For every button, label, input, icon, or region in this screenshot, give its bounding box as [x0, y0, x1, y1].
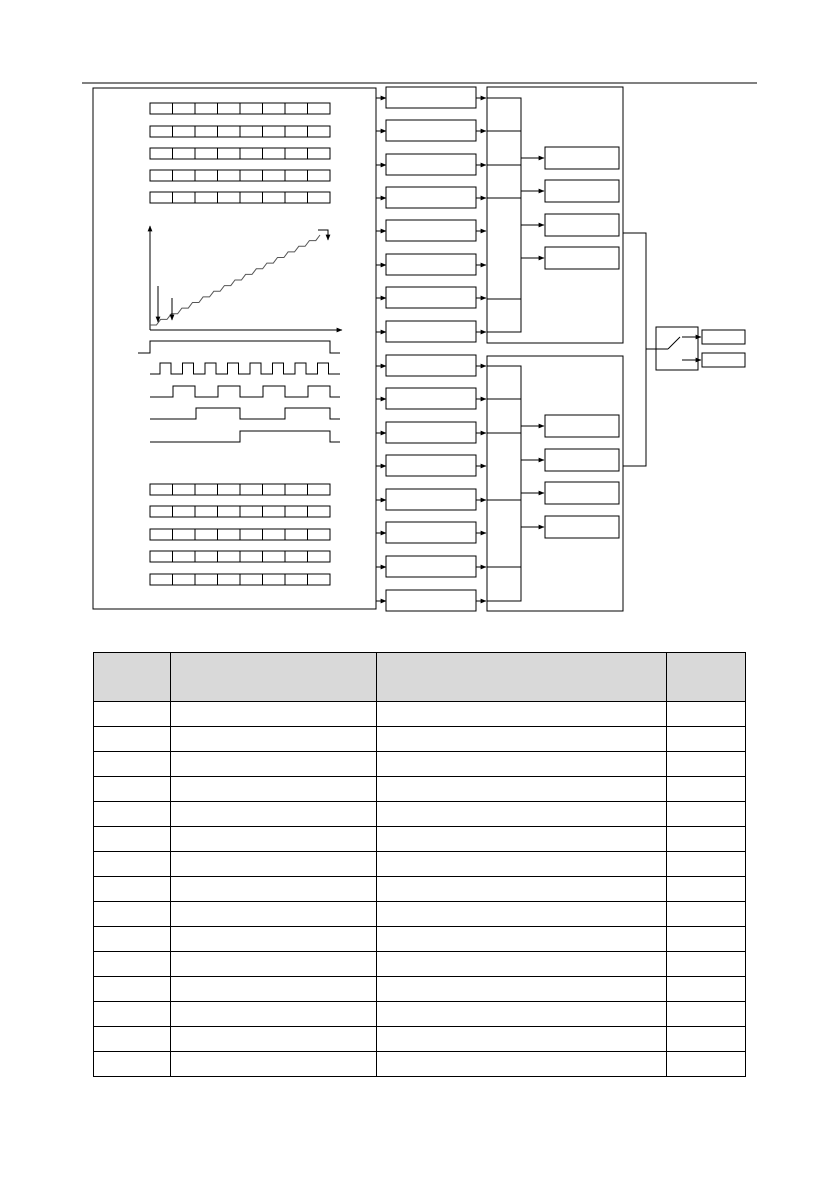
- input-block: [376, 556, 486, 577]
- parameter-table: [93, 652, 746, 1077]
- input-box: [386, 187, 476, 208]
- register-row: [150, 126, 330, 137]
- input-block: [376, 287, 486, 308]
- output-switch: [623, 233, 745, 466]
- input-box: [386, 321, 476, 342]
- input-block: [376, 254, 486, 275]
- table-cell: [171, 777, 377, 802]
- input-box: [386, 455, 476, 476]
- table-cell: [171, 1002, 377, 1027]
- table-cell: [94, 927, 171, 952]
- waveform-enable: [138, 341, 340, 353]
- group-output-box: [545, 449, 619, 471]
- group-output-box: [545, 147, 619, 169]
- table-cell: [171, 727, 377, 752]
- input-box: [386, 355, 476, 376]
- table-cell: [171, 827, 377, 852]
- register-row: [150, 170, 330, 181]
- table-cell: [377, 1052, 667, 1077]
- switch-output-box: [702, 353, 745, 367]
- group-output-box: [545, 516, 619, 538]
- table-row: [94, 702, 746, 727]
- input-box: [386, 220, 476, 241]
- table-row: [94, 1027, 746, 1052]
- table-cell: [377, 877, 667, 902]
- header-name: [171, 653, 377, 702]
- table-cell: [667, 952, 746, 977]
- input-box: [386, 489, 476, 510]
- input-block: [376, 522, 486, 543]
- table-cell: [667, 977, 746, 1002]
- table-cell: [94, 977, 171, 1002]
- group-output-box: [545, 180, 619, 202]
- switch-output-box: [702, 330, 745, 344]
- header-code: [94, 653, 171, 702]
- input-box: [386, 388, 476, 409]
- table-cell: [667, 727, 746, 752]
- input-box: [386, 590, 476, 611]
- table-cell: [667, 927, 746, 952]
- table-row: [94, 902, 746, 927]
- table-row: [94, 877, 746, 902]
- ramp-chart: [150, 226, 342, 330]
- table-row: [94, 1002, 746, 1027]
- table-body: [94, 702, 746, 1077]
- table-cell: [171, 752, 377, 777]
- input-block: [376, 154, 486, 175]
- table-cell: [377, 852, 667, 877]
- table-cell: [171, 1052, 377, 1077]
- input-block: [376, 187, 486, 208]
- table-cell: [171, 852, 377, 877]
- group-bus: [487, 98, 521, 332]
- table-cell: [94, 1027, 171, 1052]
- waveform-div8: [150, 431, 340, 442]
- input-box: [386, 422, 476, 443]
- table-cell: [667, 777, 746, 802]
- table-row: [94, 852, 746, 877]
- group-connections: [487, 98, 619, 601]
- register-row: [150, 506, 330, 517]
- register-row: [150, 484, 330, 495]
- input-block: [376, 489, 486, 510]
- table-cell: [94, 752, 171, 777]
- table-cell: [94, 827, 171, 852]
- group-output-box: [545, 415, 619, 437]
- table-cell: [171, 952, 377, 977]
- waveform-clock: [150, 363, 340, 374]
- group-output-box: [545, 214, 619, 236]
- table-cell: [377, 927, 667, 952]
- table-cell: [377, 1002, 667, 1027]
- table-cell: [171, 877, 377, 902]
- ramp-staircase: [150, 235, 320, 325]
- source-panel: [93, 88, 376, 609]
- upper-group-link: [623, 233, 658, 349]
- table-cell: [667, 852, 746, 877]
- input-box: [386, 254, 476, 275]
- table-cell: [171, 802, 377, 827]
- table-cell: [667, 1027, 746, 1052]
- table-cell: [667, 752, 746, 777]
- input-block: [376, 220, 486, 241]
- register-row: [150, 148, 330, 159]
- table-row: [94, 952, 746, 977]
- table-header-row: [94, 653, 746, 702]
- input-block: [376, 355, 486, 376]
- input-block: [376, 590, 486, 611]
- table-row: [94, 827, 746, 852]
- table-cell: [94, 1052, 171, 1077]
- group-output-box: [545, 482, 619, 504]
- table-cell: [94, 727, 171, 752]
- lower-group-panel: [487, 356, 623, 611]
- table-cell: [171, 977, 377, 1002]
- table-cell: [377, 752, 667, 777]
- table-cell: [667, 902, 746, 927]
- register-row: [150, 551, 330, 562]
- table-row: [94, 802, 746, 827]
- table-cell: [94, 802, 171, 827]
- input-box: [386, 120, 476, 141]
- input-blocks: [376, 87, 486, 611]
- upper-group-panel: [487, 87, 623, 343]
- group-output-box: [545, 247, 619, 269]
- input-block: [376, 422, 486, 443]
- table-cell: [667, 1052, 746, 1077]
- lower-group-link: [623, 349, 646, 466]
- waveform-div2: [150, 386, 340, 397]
- input-block: [376, 455, 486, 476]
- table-cell: [377, 952, 667, 977]
- table-cell: [94, 1002, 171, 1027]
- switch-contact: [668, 337, 680, 349]
- table-cell: [377, 727, 667, 752]
- input-box: [386, 287, 476, 308]
- table-cell: [377, 702, 667, 727]
- table-cell: [377, 802, 667, 827]
- table-row: [94, 777, 746, 802]
- table-cell: [94, 702, 171, 727]
- table-cell: [667, 702, 746, 727]
- input-box: [386, 87, 476, 108]
- table-cell: [377, 777, 667, 802]
- input-block: [376, 388, 486, 409]
- input-box: [386, 556, 476, 577]
- register-row: [150, 529, 330, 540]
- table-row: [94, 752, 746, 777]
- input-block: [376, 321, 486, 342]
- table-cell: [377, 1027, 667, 1052]
- table-cell: [94, 852, 171, 877]
- table-cell: [377, 827, 667, 852]
- table-cell: [94, 877, 171, 902]
- input-box: [386, 154, 476, 175]
- table-cell: [171, 702, 377, 727]
- table-row: [94, 927, 746, 952]
- table-cell: [377, 977, 667, 1002]
- table-cell: [667, 827, 746, 852]
- input-block: [376, 120, 486, 141]
- input-block: [376, 87, 486, 108]
- waveform-div4: [150, 408, 340, 419]
- table-cell: [171, 1027, 377, 1052]
- table-cell: [667, 877, 746, 902]
- register-rows: [150, 103, 330, 585]
- header-description: [377, 653, 667, 702]
- table-row: [94, 1052, 746, 1077]
- header-default: [667, 653, 746, 702]
- table-row: [94, 977, 746, 1002]
- table-cell: [171, 927, 377, 952]
- table-cell: [667, 1002, 746, 1027]
- input-box: [386, 522, 476, 543]
- table-cell: [171, 902, 377, 927]
- table-cell: [94, 777, 171, 802]
- table-cell: [377, 902, 667, 927]
- group-bus: [487, 366, 521, 601]
- register-row: [150, 574, 330, 585]
- register-row: [150, 103, 330, 114]
- register-row: [150, 192, 330, 203]
- table-cell: [667, 802, 746, 827]
- table-cell: [94, 902, 171, 927]
- table-cell: [94, 952, 171, 977]
- table-row: [94, 727, 746, 752]
- timing-waveforms: [138, 341, 340, 442]
